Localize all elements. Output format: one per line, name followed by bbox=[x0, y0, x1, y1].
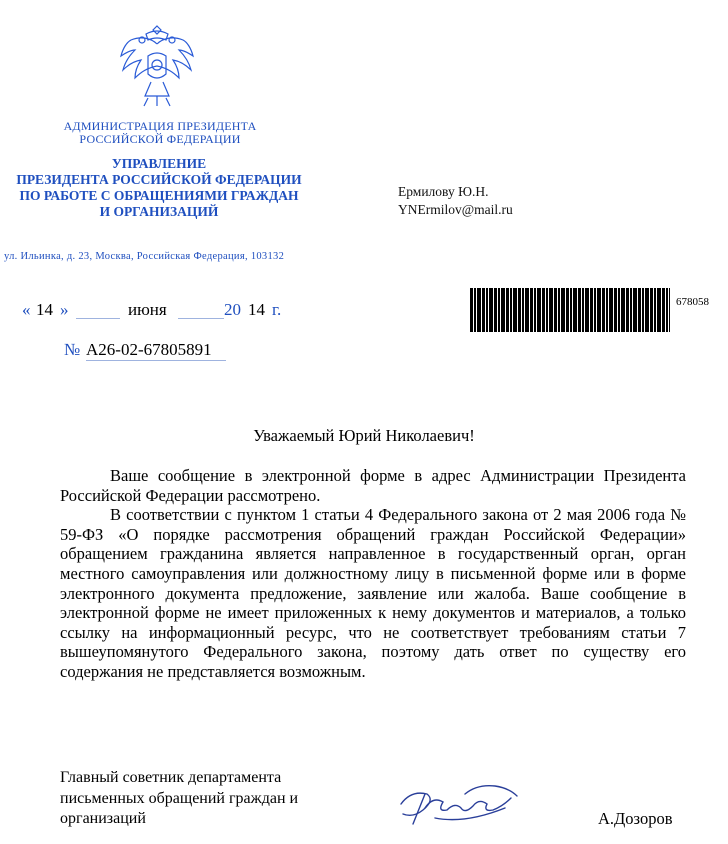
barcode-number: 678058 bbox=[676, 296, 709, 308]
signatory-name: А.Дозоров bbox=[598, 809, 673, 828]
recipient-email: YNErmilov@mail.ru bbox=[398, 202, 513, 217]
body-paragraph-2: В соответствии с пунктом 1 статьи 4 Федерального закона от 2 мая 2006 года № 59-ФЗ «О порядке рассмотрения обращений граждан Российской Федерации» обращением гражданина является направленное в государственный орган, орган местного самоуправления или должностному лицу в письменной форме или в форме электронного документа предложение, заявление или жалоба. Ваше сообщение в электронной форме не имеет приложенных к нему документов и материалов, а только ссылку на информационный ресурс, что не соответствует требованиям статьи 7 вышеупомянутого Федерального закона, поэтому дать ответ по существу его содержания не представляется возможным. bbox=[60, 505, 686, 681]
date-suffix: г. bbox=[272, 300, 282, 319]
department-name bbox=[0, 156, 318, 220]
body-paragraph-1: Ваше сообщение в электронной форме в адрес Администрации Президента Российской Федерации рассмотрено. bbox=[60, 466, 686, 505]
recipient-name: Ермилову Ю.Н. bbox=[398, 184, 489, 199]
admin-line-2: РОССИЙСКОЙ ФЕДЕРАЦИИ bbox=[79, 132, 241, 146]
letterhead-address: ул. Ильинка, д. 23, Москва, Российская Федерация, 103132 bbox=[4, 251, 285, 262]
date-month: июня bbox=[128, 300, 167, 319]
dept-line-2: ПРЕЗИДЕНТА РОССИЙСКОЙ ФЕДЕРАЦИИ bbox=[16, 172, 302, 187]
date-day: 14 bbox=[36, 300, 53, 319]
doc-number-underline bbox=[86, 360, 226, 361]
date-year: 14 bbox=[248, 300, 265, 319]
position-line-3: организаций bbox=[60, 810, 146, 827]
greeting: Уважаемый Юрий Николаевич! bbox=[253, 426, 475, 445]
administration-name bbox=[40, 120, 280, 146]
dept-line-1: УПРАВЛЕНИЕ bbox=[111, 156, 207, 171]
doc-number-prefix: № bbox=[64, 340, 81, 359]
date-century: 20 bbox=[224, 300, 241, 319]
position-line-1: Главный советник департамента bbox=[60, 769, 282, 786]
barcode bbox=[470, 288, 670, 332]
signatory-position bbox=[60, 768, 298, 830]
dept-line-3: ПО РАБОТЕ С ОБРАЩЕНИЯМИ ГРАЖДАН bbox=[19, 188, 299, 203]
date-underline-left bbox=[76, 318, 120, 319]
dept-line-4: И ОРГАНИЗАЦИЙ bbox=[99, 204, 219, 219]
position-line-2: письменных обращений граждан и bbox=[60, 789, 299, 807]
date-open-quote: « bbox=[22, 300, 31, 319]
date-close-quote: » bbox=[60, 300, 69, 319]
date-underline-right bbox=[178, 318, 224, 319]
letter-body bbox=[60, 466, 686, 682]
doc-number-value: А26-02-67805891 bbox=[86, 340, 212, 359]
admin-line-1: АДМИНИСТРАЦИЯ ПРЕЗИДЕНТА bbox=[63, 119, 257, 133]
state-emblem-icon bbox=[118, 22, 196, 110]
handwritten-signature-icon bbox=[395, 774, 525, 834]
